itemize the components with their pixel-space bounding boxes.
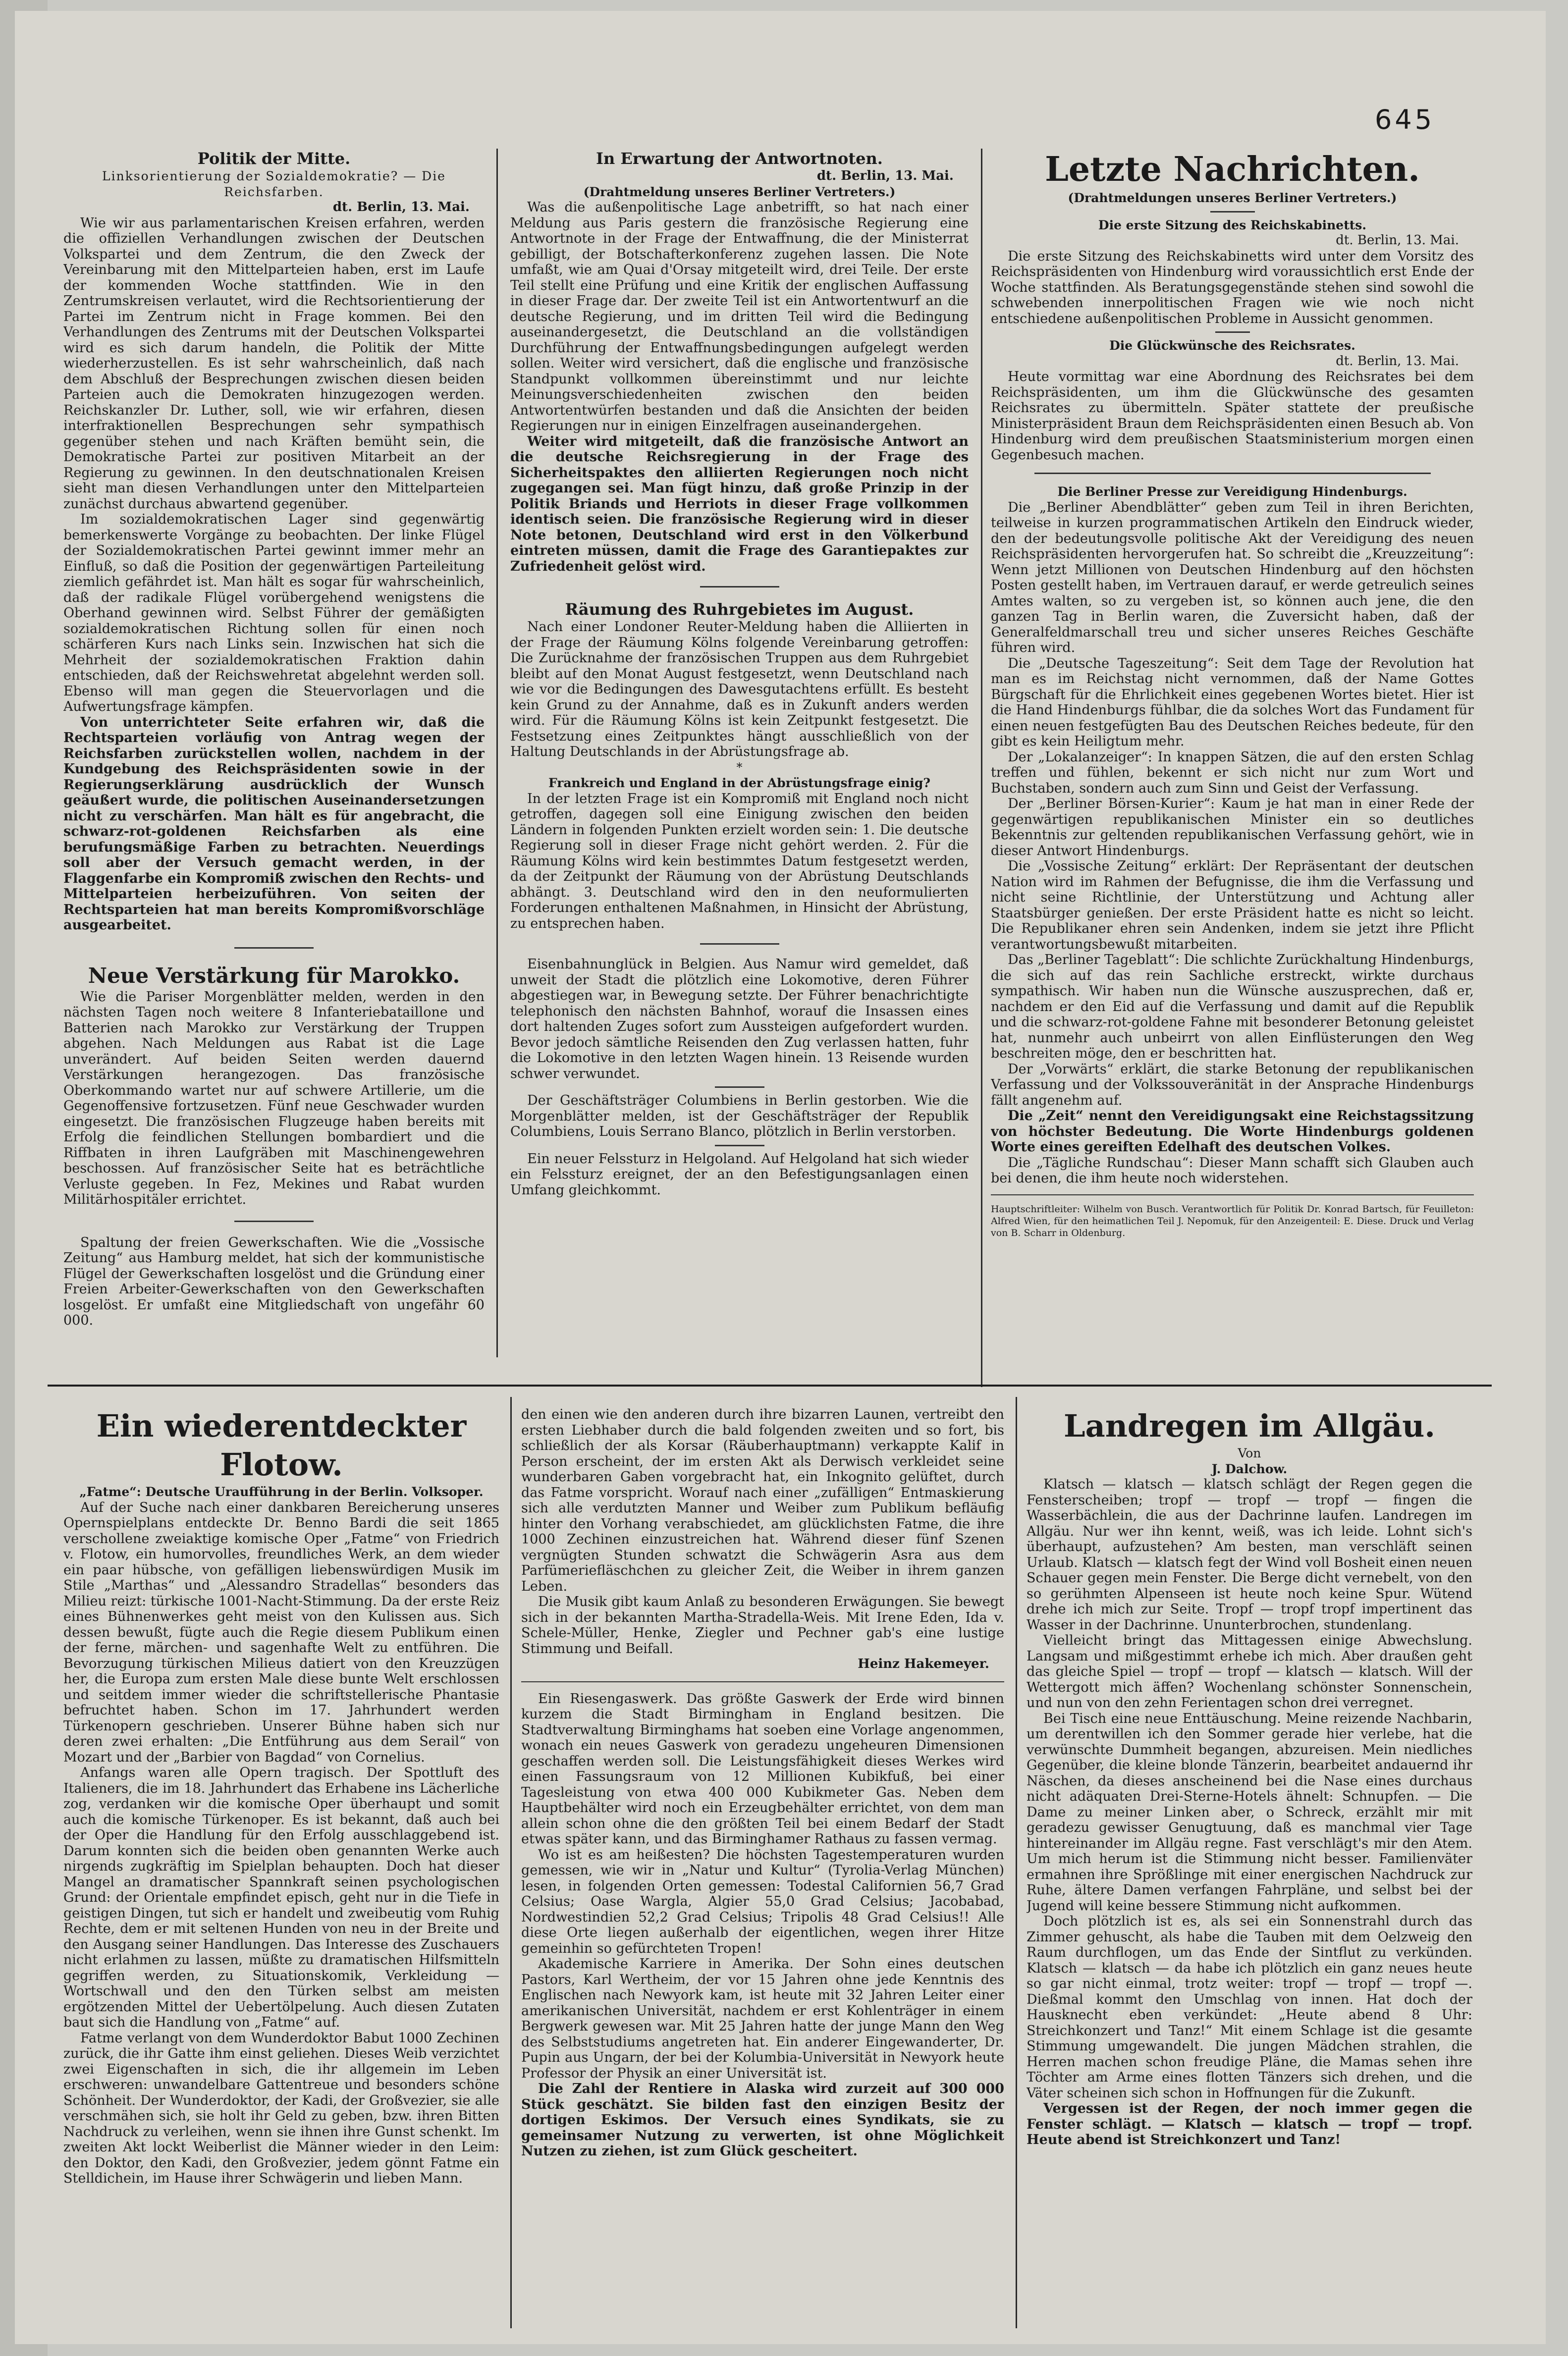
news-item: Ein Riesengaswerk. Das größte Gaswerk der Erde wird binnen kurzem die Stadt Birmingham in England besitzen. Die Stadtverwaltung Birminghams hat soeben eine Vorlage angenommen, wonach ein neues Gaswerk von geradezu ungeheuren Dimensionen geschaffen werden soll. Die Leistungsfähigkeit dieses Werkes wird einen Fassungsraum von 12 Millionen Kubikfuß, bei einer Tagesleistung von etwa 400 000 Kubikmeter Gas. Neben dem Hauptbehälter wird noch ein Erzeugbehälter errichtet, von dem man allein schon ohne die den größten Teil bei einem Bedarf der Stadt etwas später kann, und das Birminghamer Rathaus zu fassen vermag. (521, 1691, 1004, 1847)
page-number: 645 (1375, 104, 1435, 135)
column-antwortnoten (510, 149, 969, 1377)
column-rule-2 (981, 149, 982, 1387)
paragraph: Weiter wird mitgeteilt, daß die französische Antwort an die deutsche Reichsregierung in der Frage des Sicherheitspaktes den alliierten Regierungen noch nicht zugegangen sei. Man fügt hinzu, daß große Prinzip in der Politik Briands und Herriots in dieser Frage vollkommen identisch seien. Die französische Regierung wird in dieser Note betonen, Deutschland wird erst in den Völkerbund eintreten müssen, damit die Frage des Garantiepaktes zur Zufriedenheit gelöst wird. (510, 433, 969, 574)
column-feuilleton (521, 1407, 1004, 2328)
paragraph: Bei Tisch eine neue Enttäuschung. Meine reizende Nachbarin, um derentwillen ich den Sommer gerade hier verlebe, hat die verwünschte Dummheit begangen, abzureisen. Mein niedliches Gegenüber, die kleine blonde Tänzerin, bearbeitet andauernd ihr Näschen, da dieses anscheinend bei die Nase eines durchaus nicht adäquaten Drei-Sterne-Hotels ähnelt: Schnupfen. — Die Dame zu meiner Linken aber, o Schreck, erzählt mir mit geradezu gewisser Genugtuung, daß es manchmal vier Tage hintereinander im Allgäu regne. Fast verschlägt's mir den Atem. Um mich herum ist die Stimmung nicht besser. Familienväter ermahnen ihre Sprößlinge mit einer energischen Nachdruck zur Ruhe, ältere Damen verfangen Fahrpläne, und selbst bei der Jugend will keine bessere Stimmung nicht aufkommen. (1027, 1711, 1472, 1914)
column-politik (63, 149, 485, 1377)
separator-star: * (736, 760, 743, 774)
article-title: Räumung des Ruhrgebietes im August. (565, 600, 914, 619)
paragraph: Die erste Sitzung des Reichskabinetts wird unter dem Vorsitz des Reichspräsidenten von Hindenburg wird voraussichtlich erst Ende der Woche stattfinden. Als Beratungsgegenstände stehen sind sowohl die schwebenden innerpolitischen Fragen wie wie noch nicht entschiedene außenpolitischen Probleme in Aussicht genommen. (991, 248, 1474, 326)
paragraph: Der „Vorwärts“ erklärt, die starke Betonung der republikanischen Verfassung und der Volkssouveränität in der Ansprache Hindenburgs fällt angenehm auf. (991, 1061, 1474, 1108)
article-subtitle: Frankreich und England in der Abrüstungsfrage einig? (548, 776, 930, 790)
divider (700, 586, 779, 588)
dateline: dt. Berlin, 13. Mai. (1336, 353, 1459, 369)
divider (715, 1086, 764, 1088)
article-title: Letzte Nachrichten. (1045, 150, 1420, 189)
article-title: In Erwartung der Antwortnoten. (596, 149, 883, 168)
paragraph: Vielleicht bringt das Mittagessen einige Abwechslung. Langsam und mißgestimmt erhebe ich mich. Aber draußen geht das gleiche Spiel — tropf — tropf — klatsch — klatsch. Will der Wettergott mich äffen? Wochenlang schönster Sonnenschein, und nun von den zehn Ferientagen schon drei verregnet. (1027, 1633, 1472, 1711)
section-divider (48, 1385, 1492, 1387)
byline-label: Von (1238, 1446, 1261, 1460)
paragraph: Die „Tägliche Rundschau“: Dieser Mann schafft sich Glauben auch bei denen, die ihm heute noch widerstehen. (991, 1155, 1474, 1186)
paragraph: Der „Berliner Börsen-Kurier“: Kaum je hat man in einer Rede der gegenwärtigen republikanischen Minister ein so deutliches Bekenntnis zur geltenden republikanischen Verfassung gehört, wie in dieser Antwort Hindenburgs. (991, 796, 1474, 858)
paragraph: Die Musik gibt kaum Anlaß zu besonderen Erwägungen. Sie bewegt sich in der bekannten Martha-Stradella-Weis. Mit Irene Eden, Ida v. Schele-Müller, Henke, Ziegler und Pechner gab's eine lustige Stimmung und Beifall. (521, 1594, 1004, 1657)
divider (991, 1194, 1474, 1195)
paragraph: Auf der Suche nach einer dankbaren Bereicherung unseres Opernspielplans entdeckte Dr. Benno Bardi die seit 1865 verschollene zweiaktige komische Oper „Fatme“ von Friedrich v. Flotow, ein humorvolles, freundliches Werk, an dem wieder ein paar hübsche, von gefälligen liebenswürdigen Musik im Stile „Marthas“ und „Alessandro Stradellas“ besonders das Milieu reizt: türkische 1001-Nacht-Stimmung. Da der erste Reiz eines Bühnenwerkes geht meist von den Kulissen aus. Sich dessen bewußt, fügte auch die Regie diesem Publikum einen der ferne, märchen- und sagenhafte Welt zu entführen. Die Bevorzugung türkischen Milieus datiert von den Kreuzzügen her, die Europa zum ersten Male diese bunte Welt erschlossen und seitdem immer wieder die schriftstellerische Phantasie befruchtet haben. Schon im 17. Jahrhundert werden Türkenopern geschrieben. Unserer Bühne haben sich nur deren zwei erhalten: „Die Entführung aus dem Serail“ von Mozart und der „Barbier von Bagdad“ von Cornelius. (63, 1499, 499, 1765)
paragraph: Im sozialdemokratischen Lager sind gegenwärtig bemerkenswerte Vorgänge zu beobachten. Der linke Flügel der Sozialdemokratischen Partei gewinnt immer mehr an Einfluß, so daß die Position der gegenwärtigen Parteileitung ziemlich gefährdet ist. Man hält es sogar für wahrscheinlich, daß der radikale Flügel vorübergehend wenigstens die Oberhand gewinnen wird. Selbst Führer der gemäßigten sozialdemokratischen Richtung sollen für einen noch schärferen Kurs nach Links sein. Inzwischen hat sich die Mehrheit der sozialdemokratischen Fraktion dahin entschieden, daß der Reichswehretat abgelehnt werden soll. Ebenso will man gegen die Steuervorlagen und die Aufwertungsfrage kämpfen. (63, 512, 485, 714)
news-item: Spaltung der freien Gewerkschaften. Wie die „Vossische Zeitung“ aus Hamburg meldet, hat sich der kommunistische Flügel der Gewerkschaften losgelöst und die Gründung einer Freien Arbeiter-Gewerkschaften von den Gewerkschaften losgelöst. Er umfaßt eine Mitgliedschaft von ungefähr 60 000. (63, 1234, 485, 1328)
dateline: dt. Berlin, 13. Mai. (332, 200, 470, 214)
news-item: Die Zahl der Rentiere in Alaska wird zurzeit auf 300 000 Stück geschätzt. Sie bilden fast den einzigen Besitz der dortigen Eskimos. Der Versuch eines Syndikats, sie zu gemeinsamer Nutzung zu verwerten, ist ohne Möglichkeit Nutzen zu ziehen, ist zum Glück gescheitert. (521, 2081, 1004, 2159)
article-subtitle: „Fatme“: Deutsche Uraufführung in der Berlin. Volksoper. (79, 1485, 484, 1499)
divider (700, 943, 779, 945)
column-rule-1 (496, 149, 498, 1357)
news-item: Eisenbahnunglück in Belgien. Aus Namur wird gemeldet, daß unweit der Stadt die plötzlich eine Lokomotive, deren Führer abgestiegen war, in Bewegung setzte. Der Führer benachrichtigte telephonisch den nächsten Bahnhof, worauf die Insassen eines dort haltenden Zuges sofort zum Aussteigen aufgefordert wurden. Bevor jedoch sämtliche Reisenden den Zug verlassen hatten, fuhr die Lokomotive in den letzten Wagen hinein. 13 Reisende wurden schwer verwundet. (510, 957, 969, 1081)
paragraph: Nach einer Londoner Reuter-Meldung haben die Alliierten in der Frage der Räumung Kölns folgende Vereinbarung getroffen: Die Zurücknahme der französischen Truppen aus dem Ruhrgebiet bleibt auf den Monat August festgesetzt, wenn Deutschland nach wie vor die Bedingungen des Dawesgutachtens erfüllt. Es besteht kein Grund zu der Annahme, daß es in Zukunft anders werden wird. Für die Räumung Kölns ist kein Zeitpunkt festgesetzt. Die Festsetzung eines Zeitpunktes hängt ausschließlich von der Haltung Deutschlands in der Abrüstungsfrage ab. (510, 619, 969, 759)
paragraph: den einen wie den anderen durch ihre bizarren Launen, vertreibt den ersten Liebhaber durch die bald folgenden zweiten und so fort, bis schließlich der als Korsar (Räuberhauptmann) verkappte Kalif in Person erscheint, der im ersten Akt als Derwisch verkleidet seine wunderbaren Gaben vorgebracht hat, ein Inkognito gelüftet, durch das Fatme vorspricht. Worauf nach einer „zufälligen“ Entmaskierung sich alle verdutzten Manner und Weiber zum Publikum befläufig hinter den Vorhang verabschiedet, am glücklichsten Fatme, die ihre 1000 Zechinen einzustreichen hat. Während dieser fünf Szenen vergnügten Stunden schwatzt die Schwägerin Asra aus dem Parfümeriefläschchen zu gleicher Zeit, die Weiber in ihrem ganzen Leben. (521, 1407, 1004, 1594)
column-flotow (63, 1407, 499, 2328)
column-rule-4 (1016, 1397, 1017, 2328)
imprint: Hauptschriftleiter: Wilhelm von Busch. Verantwortlich für Politik Dr. Konrad Bartsch, für Feuilleton: Alfred Wien, für den heimatlichen Teil J. Nepomuk, für den Anzeigenteil: E. Diese. Druck und Verlag von B. Scharr in Oldenburg. (991, 1203, 1474, 1238)
divider (715, 1145, 764, 1146)
paragraph: Doch plötzlich ist es, als sei ein Sonnenstrahl durch das Zimmer gehuscht, als habe die Tauben mit dem Oelzweig den Raum durchflogen, um das Ende der Sintflut zu verkünden. Klatsch — klatsch — da habe ich plötzlich ein ganz neues heute so gar nicht einmal, trotz weiter: tropf — tropf — tropf —. Dießmal kommt den Umschlag von innen. Hat doch der Hausknecht eben verkündet: „Heute abend 8 Uhr: Streichkonzert und Tanz!“ Mit einem Schlage ist die gesamte Stimmung umgewandelt. Die jungen Mädchen strahlen, die Herren machen schon freudige Pläne, die Mamas sehen ihre Töchter am Arme eines flotten Tänzers sich drehen, und die Väter scheinen sich schon in Hoffnungen für die Zukunft. (1027, 1914, 1472, 2101)
column-landregen (1027, 1407, 1472, 2328)
paragraph: In der letzten Frage ist ein Kompromiß mit England noch nicht getroffen, dagegen soll eine Einigung zwischen den beiden Ländern in folgenden Punkten erzielt worden sein: 1. Die deutsche Regierung soll in dieser Frage nicht gehört werden. 2. Für die Räumung Kölns wird kein bestimmtes Datum festgesetzt werden, da der Zeitpunkt der Räumung von der Abrüstung Deutschlands abhängt. 3. Deutschland wird den in den neuformulierten Forderungen enthaltenen Maßnahmen, in Hinsicht der Abrüstung, zu entsprechen haben. (510, 791, 969, 931)
author: Heinz Hakemeyer. (858, 1657, 989, 1671)
paragraph: Was die außenpolitische Lage anbetrifft, so hat nach einer Meldung aus Paris gestern die französische Regierung eine Antwortnote in der Frage der Entwaffnung, die der Ministerrat gebilligt, der Botschafterkonferenz zugehen lassen. Die Note umfaßt, wie am Quai d'Orsay mitgeteilt wird, drei Teile. Der erste Teil stellt eine Prüfung und eine Kritik der englischen Auffassung in dieser Frage dar. Der zweite Teil ist ein Antwortentwurf an die deutsche Regierung, und im dritten Teil wird die Bedingung auseinandergesetzt, die Deutschland an die vollständigen Durchführung der Entwaffnungsbedingungen aufgelegt werden sollen. Weiter wird versichert, daß die englische und französische Standpunkt vollkommen übereinstimmt und nur leichte Meinungsverschiedenheiten zwischen den beiden Antwortentwürfen bestanden und daß die Ansichten der beiden Regierungen nur in einigen Einzelfragen auseinandergehen. (510, 200, 969, 433)
paragraph: Wie die Pariser Morgenblätter melden, werden in den nächsten Tagen noch weitere 8 Infanteriebataillone und Batterien nach Marokko zur Verstärkung der Truppen abgehen. Nach Meldungen aus Rabat ist die Lage unverändert. Auf beiden Seiten werden dauernd Verstärkungen herangezogen. Das französische Oberkommando wartet nur auf schwere Artillerie, um die Gegenoffensive fortzusetzen. Fünf neue Geschwader wurden eingesetzt. Die französischen Flugzeuge haben bereits mit Erfolg die feindlichen Stellungen bombardiert und die Riffbaten in ihren Laufgräben mit Maschinengewehren beschossen. Auf französischer Seite hat es beträchtliche Verluste gegeben. In Fez, Mekines und Rabat wurden Militärhospitäler errichtet. (63, 989, 485, 1207)
paragraph: Die „Vossische Zeitung“ erklärt: Der Repräsentant der deutschen Nation wird im Rahmen der Befugnisse, die ihm die Verfassung und nicht seine Richtlinie, der Unterstützung und Achtung aller Staatsbürger genießen. Der erste Präsident hatte es nicht so leicht. Die Republikaner ehren sein Andenken, indem sie jetzt ihre Pflicht verantwortungsbewußt mitarbeiten. (991, 858, 1474, 952)
article-title: Neue Verstärkung für Marokko. (88, 963, 460, 988)
section-heading: Die Berliner Presse zur Vereidigung Hindenburgs. (1057, 484, 1407, 499)
paragraph: Vergessen ist der Regen, der noch immer gegen die Fenster schlägt. — Klatsch — klatsch — tropf — tropf. Heute abend ist Streichkonzert und Tanz! (1027, 2101, 1472, 2147)
news-item: Akademische Karriere in Amerika. Der Sohn eines deutschen Pastors, Karl Wertheim, der vor 15 Jahren ohne jede Kenntnis des Englischen nach Newyork kam, ist heute mit 32 Jahren Leiter einer amerikanischen Universität, nachdem er erst Kohlenträger in einem Bergwerk gewesen war. Mit 25 Jahren hatte der junge Mann den Weg des Selbststudiums angetreten hat. Ein anderer Eingewanderter, Dr. Pupin aus Ungarn, der bei der Kolumbia-Universität in Newyork heute Professor der Physik an einer Universität ist. (521, 1956, 1004, 2081)
column-nachrichten (991, 149, 1474, 1377)
paragraph: Anfangs waren alle Opern tragisch. Der Spottluft des Italieners, die im 18. Jahrhundert das Erhabene ins Lächerliche zog, verdanken wir die komische Oper überhaupt und somit auch die komische Türkenoper. Es ist bekannt, daß auch bei der Oper die Handlung für den Erfolg ausschlaggebend ist. Darum konnten sich die beiden oben genannten Werke auch nirgends zugkräftig im Spielplan behaupten. Doch hat dieser Mangel an dramatischer Spannkraft seinen psychologischen Grund: der Orientale empfindet episch, geht nur in die Tiefe in geistigen Dingen, tut sich er handelt und zweibeutig vom Ruhig Rechte, dem er mit seltenen Hunden von neu in der Breite und den Ausgang seiner Handlungen. Das Interesse des Zuschauers nicht erlahmen zu lassen, müßte zu dramatischen Hilfsmitteln gegriffen werden, zu Situationskomik, Verkleidung — Wortschwall und den den Türken selbst am meisten ergötzenden Mittel der Uebertölpelung. Auch diesen Zutaten baut sich die Handlung von „Fatme“ auf. (63, 1765, 499, 2030)
paragraph: Fatme verlangt von dem Wunderdoktor Babut 1000 Zechinen zurück, die ihr Gatte ihm einst geliehen. Dieses Weib verzichtet zwei Eigenschaften in sich, die ihr allgemein im Leben erschweren: unwandelbare Gattentreue und besonders schöne Schönheit. Der Wunderdoktor, der Kadi, der Großvezier, sie alle verschmähen sich, sie holt ihr Geld zu geben, bzw. ihren Bitten Nachdruck zu verleihen, wenn sie ihnen ihre Gunst schenkt. Im zweiten Akt lockt Weiberlist die Männer wieder in den Leim: den Doktor, den Kadi, den Großvezier, jedem gönnt Fatme ein Stelldichein, im Hause ihrer Schwägerin und lieben Mann. (63, 2030, 499, 2186)
paragraph: Klatsch — klatsch — klatsch schlägt der Regen gegen die Fensterscheiben; tropf — tropf — tropf — fingen die Wasserbächlein, die aus der Dachrinne laufen. Landregen im Allgäu. Nur wer ihn kennt, weiß, was ich leide. Lohnt sich's überhaupt, aufzustehen? Am besten, man verschläft seinen Urlaub. Klatsch — klatsch fegt der Wind voll Bosheit einen neuen Schauer gegen mein Fenster. Die Berge dicht vernebelt, von den so gerühmten Alpenseen ist heute noch keine Spur. Wütend drehe ich mich zur Seite. Tropf — tropf tropf impertinent das Wasser in der Dachrinne. Ununterbrochen, stundenlang. (1027, 1477, 1472, 1633)
divider (1210, 211, 1255, 213)
dateline: dt. Berlin, 13. Mai. (816, 168, 954, 183)
paragraph: Die „Berliner Abendblätter“ geben zum Teil in ihren Berichten, teilweise in kurzen programmatischen Artikeln den Eindruck wieder, den der bedeutungsvolle politische Akt der Vereidigung des neuen Reichspräsidenten hervorgerufen hat. So schreibt die „Kreuzzeitung“: Wenn jetzt Millionen von Deutschen Hindenburg auf den höchsten Posten gestellt haben, im Vertrauen darauf, er werde getreulich seines Amtes walten, so zu vergeben ist, so können auch jene, die den ganzen Tag in Berlin waren, die Zuversicht haben, daß der Generalfeldmarschall treu und sicher unseres Reiches Geschäfte führen wird. (991, 499, 1474, 655)
article-title: Ein wiederentdeckter Flotow. (96, 1408, 467, 1483)
paragraph: Die „Deutsche Tageszeitung“: Seit dem Tage der Revolution hat man es im Reichstag nicht vernommen, daß der Name Gottes Bürgschaft für die Ehrlichkeit eines gegebenen Wortes bietet. Hier ist die Hand Hindenburgs fühlbar, die da solches Wort das Fundament für einen neuen festgefügten Bau des Deutschen Reiches bedeute, für den gibt es kein Heiligtum mehr. (991, 655, 1474, 749)
paragraph: Der „Lokalanzeiger“: In knappen Sätzen, die auf den ersten Schlag treffen und fühlen, bekennt er sich nicht nur zum Wort und Buchstaben, sondern auch zum Sinn und Geist der Verfassung. (991, 749, 1474, 796)
article-subtitle: (Drahtmeldungen unseres Berliner Vertreters.) (1068, 191, 1397, 205)
article-subtitle: Linksorientierung der Sozialdemokratie? — Die Reichsfarben. (102, 169, 446, 199)
news-item: Wo ist es am heißesten? Die höchsten Tagestemperaturen wurden gemessen, wie wir in „Natur und Kultur“ (Tyrolia-Verlag München) lesen, in folgenden Orten gemessen: Todestal Californien 56,7 Grad Celsius; Oase Wargla, Algier 55,0 Grad Celsius; Jacobabad, Nordwestindien 52,2 Grad Celsius; Tripolis 48 Grad Celsius!! Alle diese Orte liegen außerhalb der eigentlichen, wegen ihrer Hitze gemeinhin so gefürchteten Tropen! (521, 1847, 1004, 1956)
divider (1215, 331, 1250, 333)
divider (1034, 473, 1431, 474)
article-title: Politik der Mitte. (197, 149, 351, 168)
news-item: Ein neuer Felssturz in Helgoland. Auf Helgoland hat sich wieder ein Felssturz ereignet, der an den Befestigungsanlagen einen Umfang gleichkommt. (510, 1151, 969, 1198)
divider (234, 947, 314, 949)
article-title: Landregen im Allgäu. (1064, 1408, 1435, 1444)
divider (521, 1681, 1004, 1682)
divider (234, 1221, 314, 1222)
paragraph: Die „Zeit“ nennt den Vereidigungsakt eine Reichstagssitzung von höchster Bedeutung. Die Worte Hindenburgs goldenen Worte eines gereiften Edelhaft des deutschen Volkes. (991, 1108, 1474, 1155)
column-rule-3 (510, 1397, 512, 2328)
dateline: dt. Berlin, 13. Mai. (1336, 233, 1459, 248)
author: J. Dalchow. (1211, 1461, 1288, 1476)
paragraph: Heute vormittag war eine Abordnung des Reichsrates bei dem Reichspräsidenten, um ihm die Glückwünsche des gesamten Reichsrates zu übermitteln. Später stattete der preußische Ministerpräsident Braun dem Reichspräsidenten einen Besuch ab. Von Hindenburg wird dem preußischen Staatsministerium morgen einen Gegenbesuch machen. (991, 369, 1474, 463)
paragraph: Von unterrichteter Seite erfahren wir, daß die Rechtsparteien vorläufig von Antrag wegen der Reichsfarben zurückstellen wollen, nachdem in der Kundgebung des Reichspräsidenten sowie in der Regierungserklärung ausdrücklich der Wunsch geäußert wurde, die politischen Auseinandersetzungen nicht zu verschärfen. Man hält es für angebracht, die schwarz-rot-goldenen Reichsfarben als eine berufungsmäßige Farben zu betrachten. Neuerdings soll aber der Versuch gemacht werden, in der Flaggenfarbe ein Kompromiß zwischen den Rechts- und Mittelparteien herbeizuführen. Von seiten der Rechtsparteien hat man bereits Kompromißvorschläge ausgearbeitet. (63, 714, 485, 933)
article-subtitle: (Drahtmeldung unseres Berliner Vertreters.) (583, 184, 896, 199)
section-heading: Die Glückwünsche des Reichsrates. (1109, 338, 1355, 353)
paragraph: Das „Berliner Tageblatt“: Die schlichte Zurückhaltung Hindenburgs, die sich auf das rein Sachliche erstreckt, wirkte durchaus sympathisch. Wir haben nun die Wünsche auszusprechen, daß er, nachdem er den Eid auf die Verfassung und damit auf die Republik und die schwarz-rot-goldene Fahne mit besonderer Betonung geleistet hat, nunmehr auch unbeirrt von allen Einflüsterungen den Weg beschreiten möge, den er beschritten hat. (991, 952, 1474, 1061)
news-item: Der Geschäftsträger Columbiens in Berlin gestorben. Wie die Morgenblätter melden, ist der Geschäftsträger der Republik Columbiens, Louis Serrano Blanco, plötzlich in Berlin verstorben. (510, 1093, 969, 1139)
section-heading: Die erste Sitzung des Reichskabinetts. (1098, 217, 1367, 232)
paragraph: Wie wir aus parlamentarischen Kreisen erfahren, werden die offiziellen Verhandlungen zwischen der Deutschen Volkspartei und dem Zentrum, die den Zweck der Vereinbarung mit den Mittelparteien haben, erst im Laufe der kommenden Woche stattfinden. Wie in den Zentrumskreisen verlautet, wird die Rechtsorientierung der Partei im Zentrum nicht in Frage kommen. Bei den Verhandlungen des Zentrums mit der Deutschen Volkspartei wird es sich darum handeln, die Politik der Mitte wiederherzustellen. Es ist sehr wahrscheinlich, daß nach dem Abschluß der Besprechungen zwischen diesen beiden Parteien auch die Demokraten hinzugezogen werden. Reichskanzler Dr. Luther, soll, wie wir erfahren, diesen interfraktionellen Besprechungen sehr sympathisch gegenüber stehen und nach Kräften bemüht sein, die Demokratische Partei zur positiven Mitarbeit an der Regierung zu gewinnen. In den deutschnationalen Kreisen sieht man diesen Verhandlungen unter den Mittelparteien zunächst durchaus abwartend gegenüber. (63, 215, 485, 512)
